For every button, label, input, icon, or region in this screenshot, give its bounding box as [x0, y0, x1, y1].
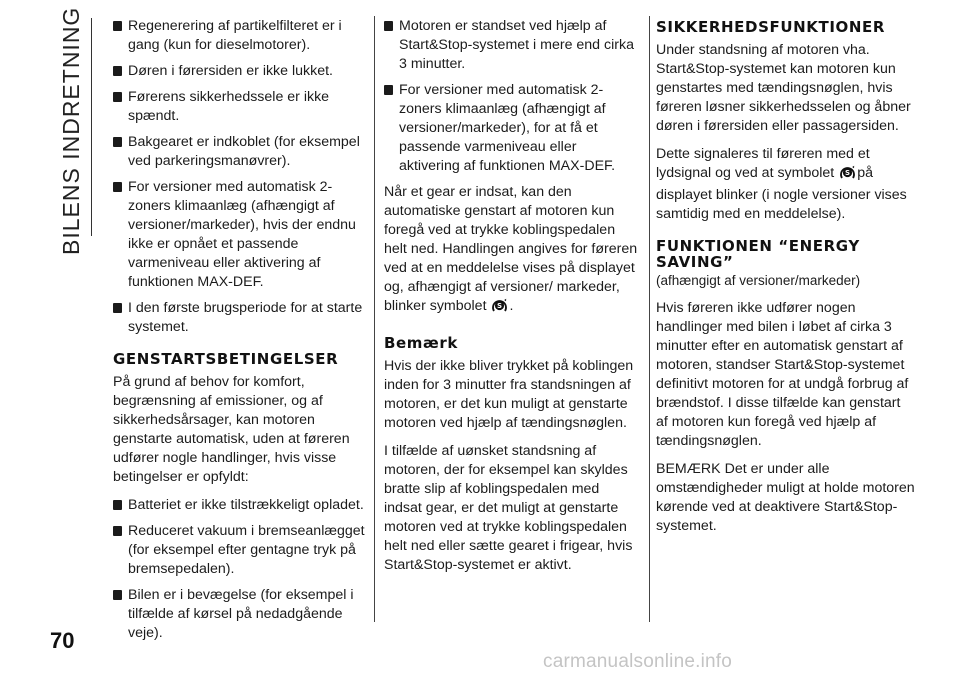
- bullet-list-stop-conditions: [113, 17, 365, 337]
- list-item: [113, 178, 365, 292]
- checkbox-bullet-icon: [113, 21, 122, 31]
- list-item: [113, 133, 365, 171]
- checkbox-bullet-icon: [113, 92, 122, 102]
- svg-text:S: S: [845, 169, 851, 178]
- gear-restart-text-end: .: [509, 298, 514, 314]
- list-item: [113, 17, 365, 55]
- list-item: [113, 496, 365, 515]
- safety-signal-text-end: på displayet blinker (i nogle versioner vises samtidig med en meddelelse).: [656, 165, 907, 222]
- page-number: 70: [50, 628, 75, 653]
- list-item-text: Bilen er i bevægelse (for eksempel i tilfælde af kørsel på nedadgående veje).: [128, 587, 354, 641]
- start-stop-symbol-icon: [839, 165, 856, 186]
- start-stop-symbol-icon: [491, 298, 508, 319]
- list-item: [384, 81, 640, 176]
- watermark: carmanualsonline.info: [543, 651, 733, 672]
- heading-energy-saving: FUNKTIONEN “ENERGY SAVING”: [656, 237, 860, 271]
- checkbox-bullet-icon: [113, 66, 122, 76]
- safety-paragraph-2: [656, 145, 916, 224]
- list-item: [113, 586, 365, 643]
- list-item-text: Regenerering af partikelfilteret er i gang (kun for dieselmotorer).: [128, 18, 342, 53]
- checkbox-bullet-icon: [113, 590, 122, 600]
- list-item: [113, 522, 365, 579]
- section-title-vertical: BILENS INDRETNING: [58, 6, 84, 255]
- list-item-text: Døren i førersiden er ikke lukket.: [128, 63, 333, 79]
- column-1: [113, 17, 365, 650]
- list-item-text: For versioner med automatisk 2-zoners klimaanlæg (afhængigt af versioner/markeder), for at få et passende varmeniveau eller aktivering af funktionen MAX-DEF.: [399, 82, 616, 174]
- checkbox-bullet-icon: [113, 137, 122, 147]
- list-item-text: Reduceret vakuum i bremseanlægget (for eksempel efter gentagne tryk på bremsepedalen).: [128, 523, 365, 577]
- note-paragraph-2: I tilfælde af uønsket standsning af motoren, der for eksempel kan skyldes bratte slip af koblingspedalen med indsat gear, er det muligt at genstarte motoren ved at trykke koblingspedalen helt ned eller sætte gearet i frigear, hvis Start&Stop-systemet er aktivt.: [384, 443, 633, 573]
- bullet-list-conditions: [384, 17, 640, 176]
- note-paragraph-1: Hvis der ikke bliver trykket på koblingen inden for 3 minutter fra standsningen af motoren, er det kun muligt at genstarte motoren ved hjælp af tændingsnøglen.: [384, 358, 634, 431]
- svg-text:S: S: [497, 302, 503, 311]
- energy-saving-note: BEMÆRK Det er under alle omstændigheder muligt at holde motoren kørende ved at deaktivere Start&Stop-systemet.: [656, 461, 915, 534]
- heading-note: Bemærk: [384, 334, 458, 352]
- list-item-text: Førerens sikkerhedssele er ikke spændt.: [128, 89, 330, 124]
- checkbox-bullet-icon: [384, 21, 393, 31]
- list-item: [113, 62, 365, 81]
- checkbox-bullet-icon: [384, 85, 393, 95]
- heading-restart-conditions: GENSTARTSBETINGELSER: [113, 350, 339, 368]
- column-divider: [374, 16, 375, 622]
- list-item-text: Motoren er standset ved hjælp af Start&Stop-systemet i mere end cirka 3 minutter.: [399, 18, 634, 72]
- heading-safety-functions: SIKKERHEDSFUNKTIONER: [656, 18, 886, 36]
- restart-intro-paragraph: På grund af behov for komfort, begrænsning af emissioner, og af sikkerhedsårsager, kan motoren genstarte automatisk, uden at føreren udfører nogle handlinger, hvis visse betingelser er opfyldt:: [113, 374, 350, 485]
- safety-signal-text: Dette signaleres til føreren med et lydsignal og ved at symbolet: [656, 146, 870, 181]
- gear-restart-paragraph: [384, 183, 640, 319]
- list-item-text: Batteriet er ikke tilstrækkeligt opladet.: [128, 497, 364, 513]
- list-item: [113, 88, 365, 126]
- checkbox-bullet-icon: [113, 526, 122, 536]
- column-divider: [649, 16, 650, 622]
- gear-restart-text: Når et gear er indsat, kan den automatiske genstart af motoren kun foregå ved at trykke koblingspedalen helt ned. Handlingen angives for føreren ved at en meddelelse vises på displayet og, afhængigt af versioner/ markeder, blinker symbolet: [384, 184, 638, 314]
- safety-paragraph-1: Under standsning af motoren vha. Start&Stop-systemet kan motoren kun genstartes med tændingsnøglen, hvis føreren løsner sikkerhedsselen og åbner døren i førersiden eller passagersiden.: [656, 42, 911, 134]
- checkbox-bullet-icon: [113, 303, 122, 313]
- bullet-list-restart-conditions: [113, 496, 365, 643]
- list-item-text: Bakgearet er indkoblet (for eksempel ved parkeringsmanøvrer).: [128, 134, 360, 169]
- list-item: [384, 17, 640, 74]
- section-divider: [91, 18, 92, 236]
- list-item-text: I den første brugsperiode for at starte systemet.: [128, 300, 363, 335]
- energy-saving-paragraph: Hvis føreren ikke udfører nogen handlinger med bilen i løbet af cirka 3 minutter efter en automatisk genstart af motoren, standser Start&Stop-systemet definitivt motoren for at undgå forbrug af brændstof. I disse tilfælde kan genstart af motoren kun foregå ved hjælp af tændingsnøglen.: [656, 300, 909, 449]
- column-2: [384, 17, 640, 584]
- checkbox-bullet-icon: [113, 182, 122, 192]
- column-3: [656, 17, 916, 545]
- list-item: [113, 299, 365, 337]
- energy-saving-subnote: (afhængigt af versioner/markeder): [656, 273, 861, 288]
- checkbox-bullet-icon: [113, 500, 122, 510]
- list-item-text: For versioner med automatisk 2-zoners klimaanlæg (afhængigt af versioner/markeder), hvis der endnu ikke er opnået et passende varmeniveau eller aktivering af funktionen MAX-DEF.: [128, 179, 356, 290]
